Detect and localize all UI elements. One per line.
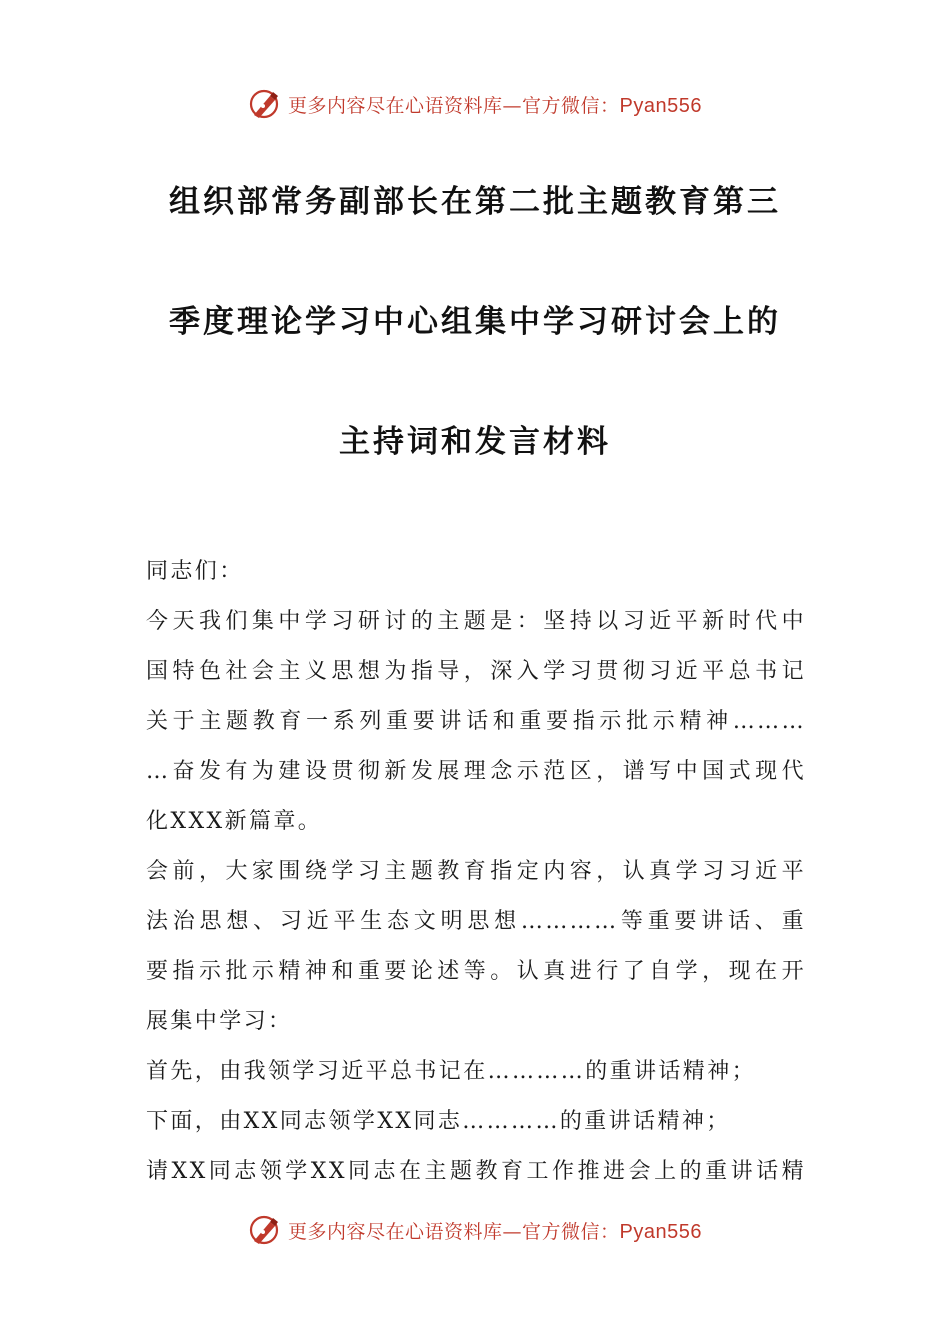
body-line: 要指示批示精神和重要论述等。认真进行了自学，现在开 bbox=[146, 959, 806, 984]
body-line: 化XXX新篇章。 bbox=[146, 809, 323, 834]
body-line: 国特色社会主义思想为指导，深入学习贯彻习近平总书记 bbox=[146, 659, 806, 684]
body-line: 首先，由我领学习近平总书记在…………的重讲话精神； bbox=[146, 1059, 757, 1084]
body-line: 会前，大家围绕学习主题教育指定内容，认真学习习近平 bbox=[146, 859, 806, 884]
watermark-text: 更多内容尽在心语资料库—官方微信：Pyan556 bbox=[288, 1220, 702, 1243]
body-line: 今天我们集中学习研讨的主题是：坚持以习近平新时代中 bbox=[146, 609, 806, 634]
body-line: 下面，由XX同志领学XX同志…………的重讲话精神； bbox=[146, 1109, 731, 1134]
watermark-text: 更多内容尽在心语资料库—官方微信：Pyan556 bbox=[288, 94, 702, 117]
footer-watermark bbox=[0, 1208, 950, 1252]
pen-logo-icon bbox=[248, 1213, 282, 1247]
header-watermark bbox=[0, 82, 950, 126]
salutation: 同志们： bbox=[146, 559, 244, 584]
body-line: 请XX同志领学XX同志在主题教育工作推进会上的重讲话精 bbox=[146, 1159, 806, 1184]
body-line: 展集中学习： bbox=[146, 1009, 293, 1034]
document-title-line-1: 组织部常务副部长在第二批主题教育第三 bbox=[169, 184, 781, 220]
document-title-line-2: 季度理论学习中心组集中学习研讨会上的 bbox=[169, 304, 781, 340]
body-line: 法治思想、习近平生态文明思想…………等重要讲话、重 bbox=[146, 909, 806, 934]
pen-logo-icon bbox=[248, 87, 282, 121]
document-body bbox=[146, 547, 806, 1197]
document-title-line-3: 主持词和发言材料 bbox=[339, 424, 611, 460]
body-line: 关于主题教育一系列重要讲话和重要指示批示精神……… bbox=[146, 709, 806, 734]
body-line: …奋发有为建设贯彻新发展理念示范区，谱写中国式现代 bbox=[146, 759, 806, 784]
